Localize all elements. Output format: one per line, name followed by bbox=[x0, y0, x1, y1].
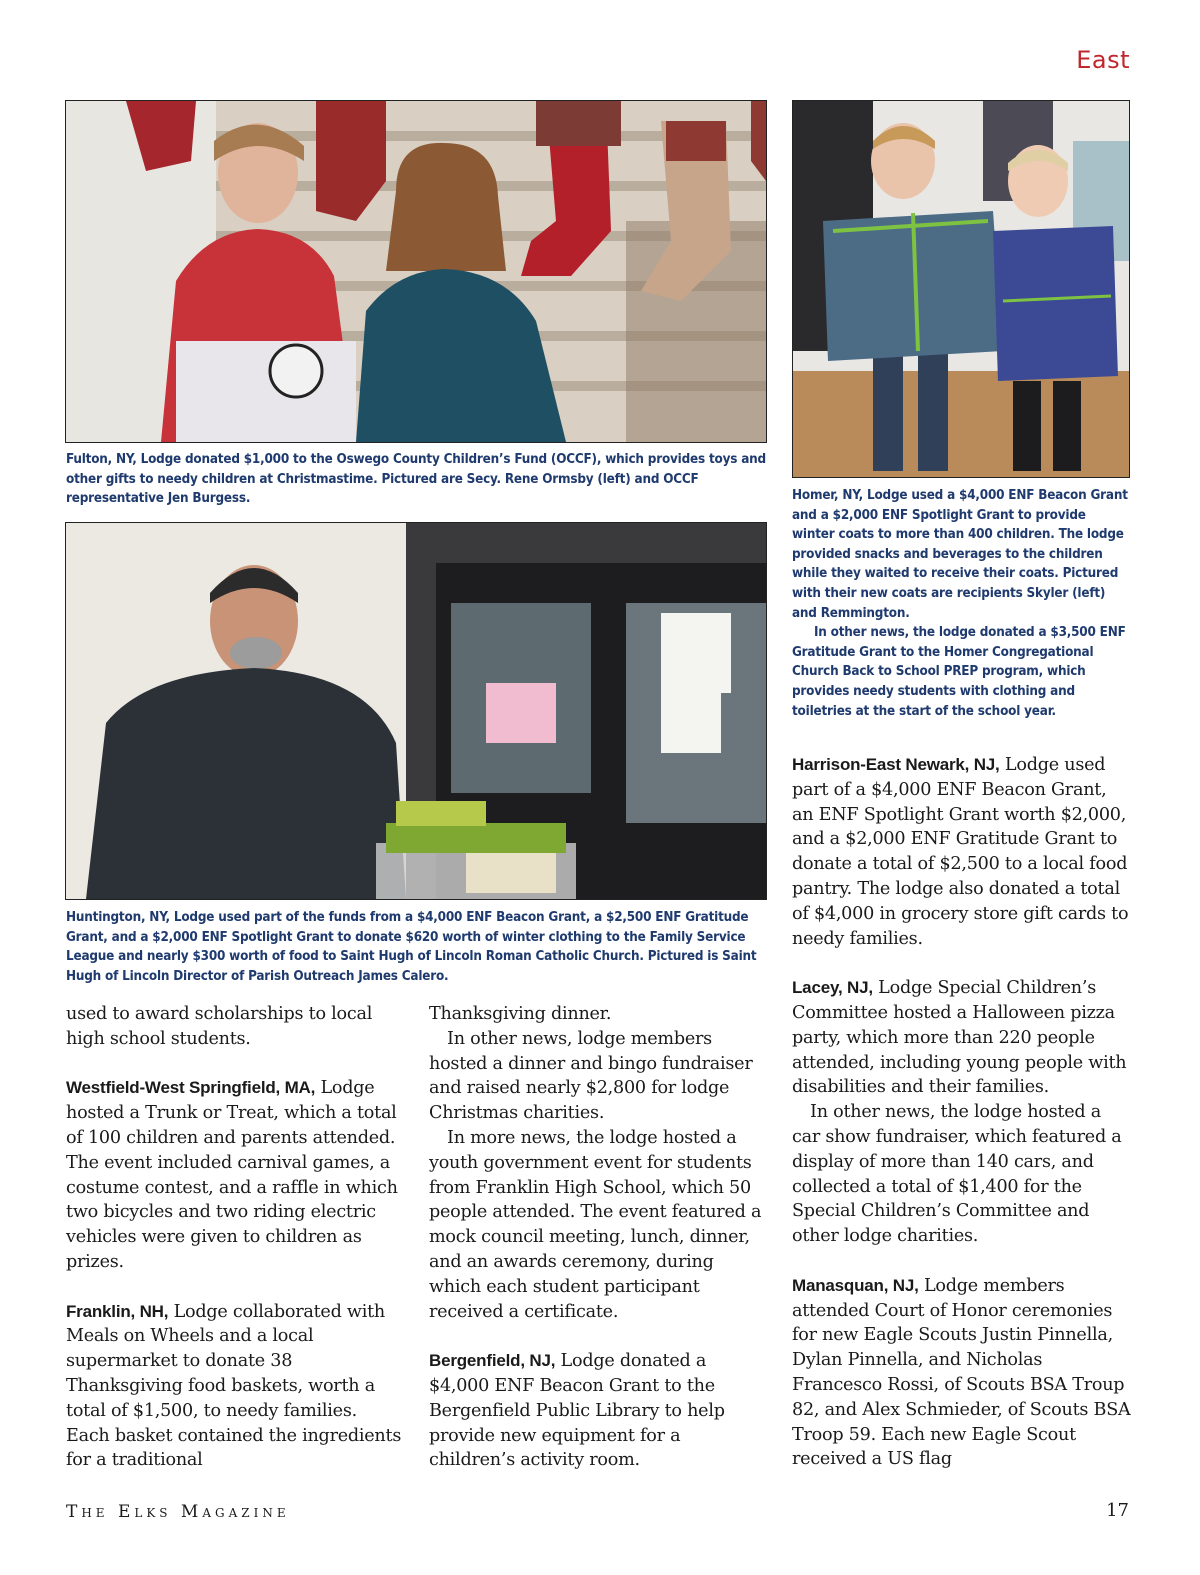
lacey-place: Lacey, NJ, bbox=[792, 978, 873, 998]
westfield-place: Westfield-West Springfield, MA, bbox=[66, 1078, 316, 1098]
manasquan-text: Lodge members attended Court of Honor ceremonies for new Eagle Scouts Justin Pinnella, Dylan Pinnella, and Nicholas Francesco Rossi, of Scouts BSA Troup 82, and Alex Schmieder, of Scouts BSA Troop 59. Each new Eagle Scout received a US flag bbox=[792, 1275, 1131, 1470]
homer-caption bbox=[792, 486, 1132, 721]
homer-caption-text: Lodge used a $4,000 ENF Beacon Grant and a $2,000 ENF Spotlight Grant to provide winter coats to more than 400 children. The lodge provided snacks and beverages to the children while they waited to receive their coats. Pictured with their new coats are recipients Skyler (left) and Remmington. bbox=[792, 488, 1128, 621]
westfield-paragraph bbox=[66, 1076, 402, 1274]
huntington-caption-text: Lodge used part of the funds from a $4,000 ENF Beacon Grant, a $2,500 ENF Gratitude Grant, and a $2,000 ENF Spotlight Grant to donate $620 worth of winter clothing to the Family Service League and nearly $300 worth of food to Saint Hugh of Lincoln Roman Catholic Church. Pictured is Saint Hugh of Lincoln Director of Parish Outreach James Calero. bbox=[66, 910, 757, 984]
page-number: 17 bbox=[1106, 1500, 1129, 1521]
col2-continuation: Thanksgiving dinner. bbox=[429, 1004, 612, 1024]
bergenfield-paragraph bbox=[429, 1349, 769, 1473]
lacey-text: Lodge Special Children’s Committee hosted a Halloween pizza party, which more than 220 people attended, including young people with disabilities and their families. bbox=[792, 978, 1127, 1098]
homer-caption-more: In other news, the lodge donated a $3,500 ENF Gratitude Grant to the Homer Congregational Church Back to School PREP program, which provides needy students with clothing and toiletries at the start of the school year. bbox=[792, 625, 1126, 719]
huntington-photo bbox=[65, 522, 767, 900]
column-1 bbox=[66, 1002, 402, 1473]
franklin-text: Lodge collaborated with Meals on Wheels and a local supermarket to donate 38 Thanksgiving food baskets, worth a total of $1,500, to needy families. Each basket contained the ingredients for a traditional bbox=[66, 1301, 402, 1471]
lacey-other-news: In other news, the lodge hosted a car show fundraiser, which featured a display of more than 140 cars, and collected a total of $1,400 for the Special Children’s Committee and other lodge charities. bbox=[792, 1102, 1122, 1247]
fulton-caption bbox=[66, 450, 766, 509]
section-tag: East bbox=[1076, 46, 1130, 74]
franklin-place: Franklin, NH, bbox=[66, 1301, 169, 1321]
harrison-text: Lodge used part of a $4,000 ENF Beacon Grant, an ENF Spotlight Grant worth $2,000, and a $2,000 ENF Gratitude Grant to donate a total of $2,500 to a local food pantry. The lodge also donated a total of $4,000 in grocery store gift cards to needy families. bbox=[792, 755, 1129, 949]
huntington-caption bbox=[66, 908, 771, 986]
homer-caption-place: Homer, NY, bbox=[792, 488, 863, 503]
homer-photo bbox=[792, 100, 1130, 478]
manasquan-paragraph bbox=[792, 1274, 1132, 1472]
bergenfield-text: Lodge donated a $4,000 ENF Beacon Grant to the Bergenfield Public Library to help provide new equipment for a children’s activity room. bbox=[429, 1351, 725, 1471]
westfield-text: Lodge hosted a Trunk or Treat, which a total of 100 children and parents attended. The event included carnival games, a costume contest, and a raffle in which two bicycles and two riding electric vehicles were given to children as prizes. bbox=[66, 1078, 398, 1272]
column-3 bbox=[792, 753, 1132, 1472]
bergenfield-place: Bergenfield, NJ, bbox=[429, 1351, 556, 1371]
col2-other-news: In other news, lodge members hosted a dinner and bingo fundraiser and raised nearly $2,800 for lodge Christmas charities. bbox=[429, 1028, 753, 1124]
harrison-paragraph bbox=[792, 753, 1132, 951]
huntington-caption-place: Huntington, NY, bbox=[66, 910, 170, 925]
manasquan-place: Manasquan, NJ, bbox=[792, 1275, 919, 1295]
fulton-caption-place: Fulton, NY, bbox=[66, 452, 137, 467]
lacey-paragraph bbox=[792, 976, 1132, 1100]
fulton-photo bbox=[65, 100, 767, 443]
col1-continuation: used to award scholarships to local high school students. bbox=[66, 1004, 373, 1049]
fulton-caption-text: Lodge donated $1,000 to the Oswego County Children’s Fund (OCCF), which provides toys and other gifts to needy children at Christmastime. Pictured are Secy. Rene Ormsby (left) and OCCF representative Jen Burgess. bbox=[66, 452, 766, 507]
column-2 bbox=[429, 1002, 769, 1473]
magazine-title: The Elks Magazine bbox=[66, 1502, 290, 1522]
franklin-paragraph bbox=[66, 1300, 402, 1474]
harrison-place: Harrison-East Newark, NJ, bbox=[792, 755, 1000, 774]
col2-more-news: In more news, the lodge hosted a youth government event for students from Franklin High School, which 50 people attended. The event featured a mock council meeting, lunch, dinner, and an awards ceremony, during which each student participant received a certificate. bbox=[429, 1127, 762, 1322]
